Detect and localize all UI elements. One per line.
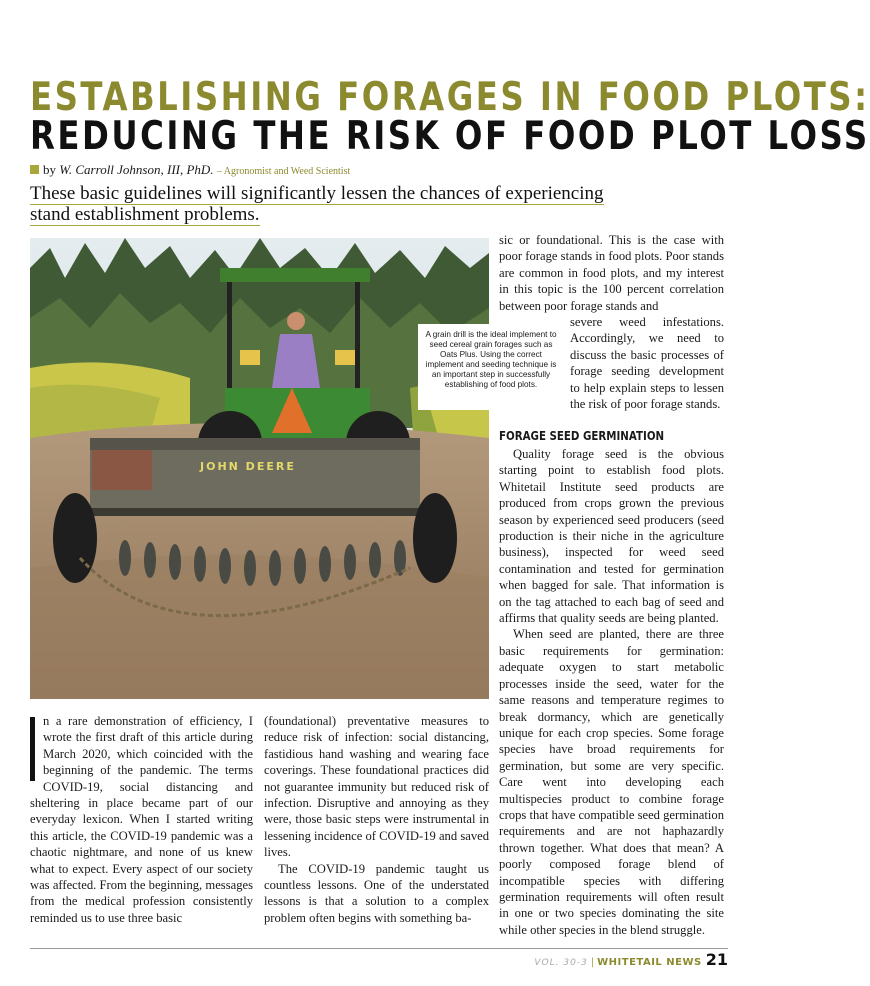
photo-caption: A grain drill is the ideal implement to seed cereal grain forages such as Oats Plus. Using the correct implement and seeding technique is an important step in successfully establishing of food plots. — [418, 324, 564, 410]
col3-paragraph-1: Quality forage seed is the obvious starting point to establish food plots. Whitetail Institute seed products are produced from crops grown the previous season by experienced seed producers (seed production is their niche in the agriculture business), inspected for weed seed contamination and tested for germination when bagged for sale. That information is on the tag attached to each bag of seed and affirms that quality seeds are being planted. — [499, 447, 724, 626]
byline-by: by — [43, 162, 56, 177]
footer-magazine: WHITETAIL NEWS — [597, 957, 702, 968]
tractor-grain-drill-illustration — [30, 238, 489, 699]
footer-volume: VOL. 30-3 — [534, 958, 588, 968]
byline — [30, 162, 350, 178]
tractor-photo — [30, 238, 489, 699]
page-footer — [534, 950, 728, 969]
col1 — [30, 713, 253, 926]
title-line-1: ESTABLISHING FORAGES IN FOOD PLOTS: — [30, 75, 870, 120]
col2-paragraph-2: The COVID-19 pandemic taught us countless lessons. One of the understated lessons is that a solution to a complex problem often begins with something ba- — [264, 861, 489, 925]
col1-paragraph: n a rare demonstration of efficiency, I wrote the first draft of this article during March 2020, which coincided with the beginning of the pandemic. The terms COVID-19, social distancing and sheltering in place became part of our everyday lexicon. When I started writing this article, the COVID-19 pandemic was a chaotic nightmare, and none of us knew what to expect. Every aspect of our society was affected. From the beginning, messages from the medical profession consistently reminded us to use three basic — [30, 714, 253, 925]
footer-separator: | — [590, 957, 595, 968]
subhead-forage-seed-germination: FORAGE SEED GERMINATION — [499, 428, 665, 443]
drill-brand-text: JOHN DEERE — [200, 460, 296, 473]
col2 — [264, 713, 489, 926]
col3-top-text — [499, 232, 724, 314]
byline-author: W. Carroll Johnson, III, PhD. — [59, 162, 214, 177]
page-number: 21 — [705, 950, 728, 969]
col3-top-paragraph: sic or foundational. This is the case with poor forage stands in food plots. Poor stands are common in food plots, and my interest in this topic is the 100 percent correlation between poor forage stands and — [499, 233, 724, 313]
col3-wrap-text — [570, 314, 724, 412]
col2-paragraph-1: (foundational) preventative measures to reduce risk of infection: social distancing, fastidious hand washing and wearing face coverings. These foundational practices did not guarantee immunity but reduced risk of infection. Disruptive and annoying as they were, those basic steps were instrumental in lessening incidence of COVID-19 and saved lives. — [264, 714, 489, 860]
footer-rule — [30, 948, 728, 949]
col3-main — [499, 427, 724, 938]
deck-text: These basic guidelines will significantly lessen the chances of experiencing stand establishment problems. — [30, 183, 604, 225]
deck-subtitle — [30, 183, 630, 225]
dropcap-letter — [30, 717, 35, 781]
byline-square-icon — [30, 165, 39, 174]
byline-role: – Agronomist and Weed Scientist — [216, 166, 351, 177]
title-line-2: REDUCING THE RISK OF FOOD PLOT LOSS — [30, 114, 870, 159]
col3-paragraph-2: When seed are planted, there are three basic requirements for germination: adequate oxygen to start metabolic processes inside the seed, water for the same reasons and temperature regimes to break dormancy, which are genetically unique for each crop species. Some forage species have broad requirements for germination, but some are very specific. Care went into developing each multispecies product to combine forage crops that have compatible seed germination requirements and are not haphazardly thrown together. What does that mean? A poorly composed forage blend of incompatible species with differing germination requirements will often result in one or two species dominating the site while other species in the blend struggle. — [499, 627, 724, 937]
col3-wrap-paragraph: severe weed infestations. Accordingly, we need to discuss the basic processes of forage seeding development to help explain steps to lessen the risk of poor forage stands. — [570, 315, 724, 412]
